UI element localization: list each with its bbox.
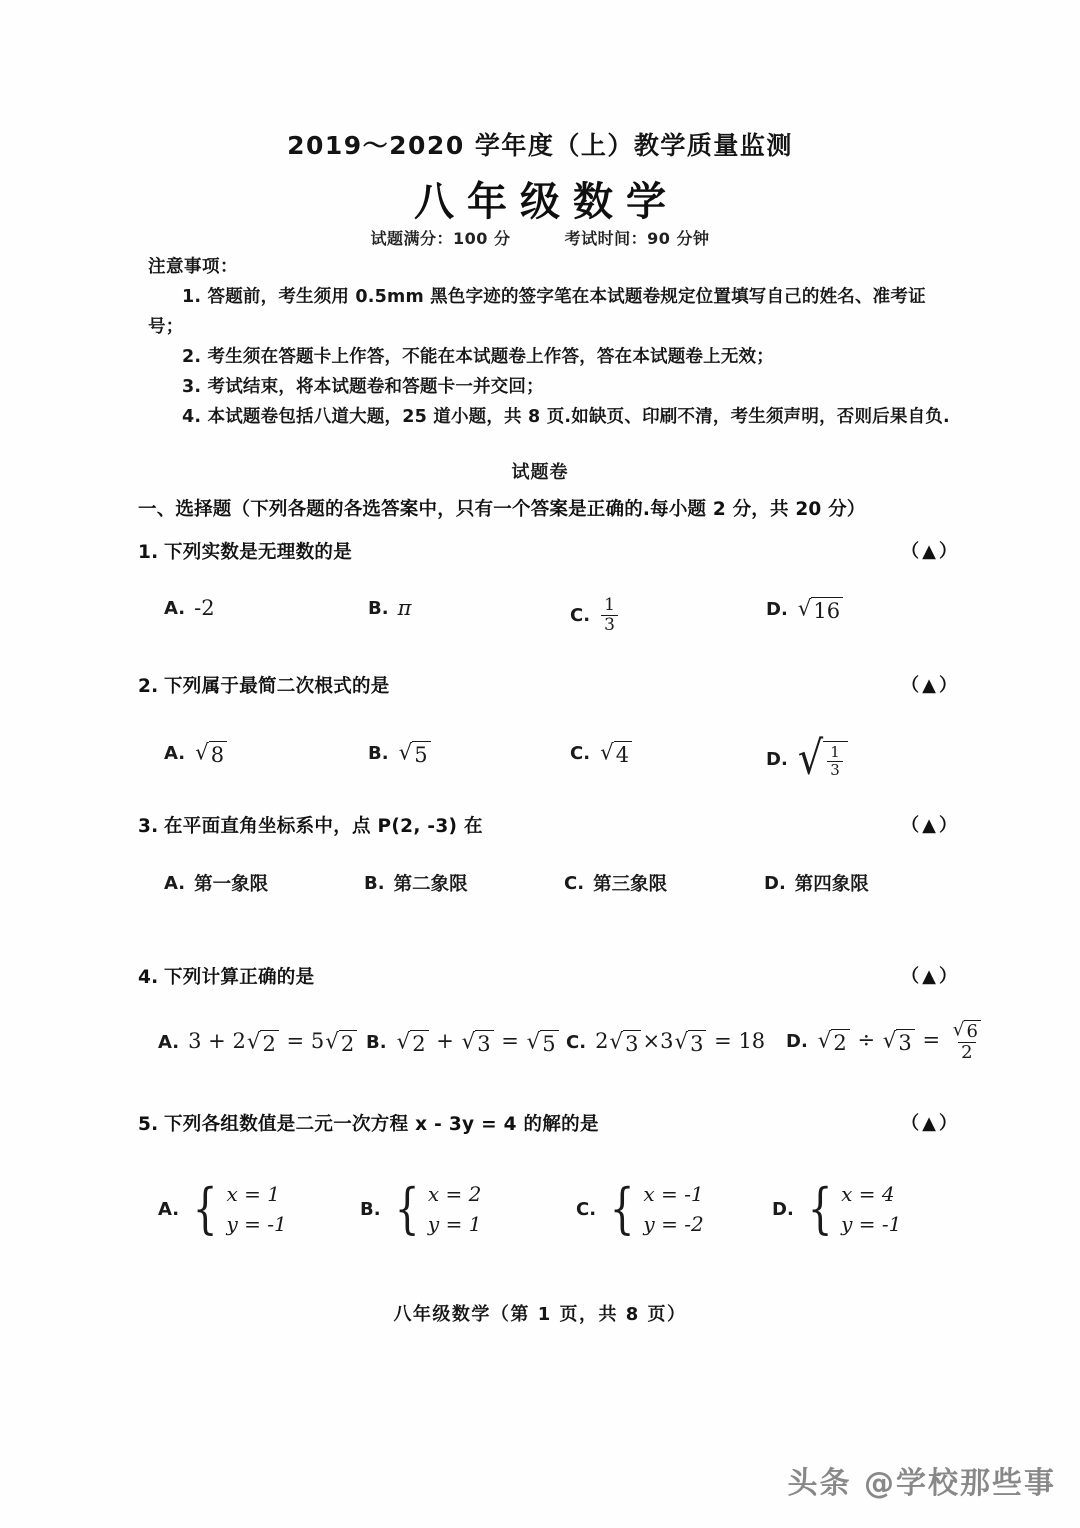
radical-2 <box>247 1029 279 1056</box>
fraction-sqrt6-over-2 <box>949 1019 985 1064</box>
question-4-options <box>138 1019 978 1081</box>
radical-sign-icon: √ <box>461 1029 476 1055</box>
expr-plus: + <box>436 1029 454 1054</box>
radicand: 16 <box>811 597 843 623</box>
fraction-one-third <box>601 596 618 635</box>
duration-label: 考试时间：90 分钟 <box>564 229 710 248</box>
option-value <box>595 1029 765 1056</box>
subject-title: 八年级数学 <box>414 179 679 225</box>
expr-equals: = <box>501 1029 519 1054</box>
question-4-number: 4. <box>138 967 159 988</box>
option-letter: C. <box>564 872 585 894</box>
question-1-option-d[interactable] <box>766 596 844 623</box>
question-3-option-b[interactable] <box>364 870 468 896</box>
option-letter: D. <box>766 599 788 621</box>
fraction-denominator: 2 <box>958 1042 975 1063</box>
option-letter: C. <box>576 1198 597 1220</box>
question-5-option-d[interactable] <box>772 1176 902 1240</box>
expr-coefficient: 2 <box>595 1029 609 1054</box>
radicand: 3 <box>475 1030 493 1056</box>
option-value: 第三象限 <box>593 874 668 895</box>
question-2-option-c[interactable] <box>570 740 633 767</box>
question-1-stem <box>138 538 968 568</box>
question-2 <box>138 672 968 792</box>
notice-item-3: 3. 考试结束，将本试题卷和答题卡一并交回； <box>182 377 544 397</box>
option-value <box>599 740 633 767</box>
option-letter: D. <box>772 1198 794 1220</box>
question-3-option-d[interactable] <box>764 870 869 896</box>
radical-16 <box>798 596 843 623</box>
section-heading: 一、选择题（下列各题的各选答案中，只有一个答案是正确的.每小题 2 分，共 20 分） <box>138 499 866 520</box>
question-2-text: 下列属于最简二次根式的是 <box>164 676 390 697</box>
question-5-option-a[interactable] <box>158 1176 287 1240</box>
system-row-x: x = 1 <box>226 1182 280 1206</box>
question-3-option-a[interactable] <box>164 870 268 896</box>
expr-divide: ÷ <box>857 1027 876 1052</box>
expr-equals: = <box>286 1029 305 1054</box>
question-5-stem <box>138 1110 968 1140</box>
question-1-options <box>138 596 968 648</box>
radicand: 5 <box>540 1030 558 1056</box>
equation-system <box>390 1176 482 1240</box>
option-letter: B. <box>368 743 389 765</box>
notice-title: 注意事项： <box>148 257 238 277</box>
option-letter: A. <box>158 1032 180 1054</box>
option-letter: C. <box>566 1032 587 1054</box>
left-brace-icon: { <box>609 1176 635 1240</box>
system-row-y: y = -1 <box>841 1212 902 1236</box>
radical-5 <box>527 1029 559 1056</box>
radicand: 2 <box>339 1030 357 1056</box>
question-4-answer-mark: （▲） <box>901 966 960 987</box>
equation-system <box>188 1176 287 1240</box>
option-value <box>797 731 849 785</box>
radical-3 <box>609 1029 641 1056</box>
paper-label: 试题卷 <box>511 462 569 483</box>
option-value <box>396 1029 560 1056</box>
option-letter: B. <box>364 872 385 894</box>
radical-6 <box>953 1019 981 1042</box>
question-4-stem <box>138 963 968 993</box>
radical-4 <box>600 740 632 767</box>
system-row-y: y = -2 <box>643 1212 704 1236</box>
question-4-option-d[interactable] <box>786 1019 987 1064</box>
question-5-text: 下列各组数值是二元一次方程 x - 3y = 4 的解的是 <box>164 1114 599 1135</box>
question-1-option-c[interactable] <box>570 596 620 635</box>
option-value <box>398 740 432 767</box>
radical-sign-icon: √ <box>526 1029 541 1055</box>
fraction-denominator: 3 <box>601 615 618 635</box>
radical-2 <box>818 1028 850 1055</box>
question-4-text: 下列计算正确的是 <box>164 967 315 988</box>
radical-sign-icon: √ <box>952 1019 965 1041</box>
system-row-x: x = 2 <box>427 1182 482 1206</box>
radical-sign-icon: √ <box>246 1029 261 1055</box>
radical-5 <box>399 740 431 767</box>
question-2-option-b[interactable] <box>368 740 432 767</box>
option-letter: C. <box>570 605 591 627</box>
question-1 <box>138 538 968 648</box>
expr-result: 18 <box>738 1029 766 1054</box>
notice-block <box>148 252 954 432</box>
radicand: 6 <box>964 1020 980 1042</box>
radicand: 8 <box>209 741 227 767</box>
full-score-label: 试题满分：100 分 <box>370 229 511 248</box>
question-4-option-c[interactable] <box>566 1029 765 1056</box>
question-1-option-a[interactable] <box>164 596 215 620</box>
radicand: 3 <box>688 1030 706 1056</box>
expr-term: 3 + <box>188 1029 226 1054</box>
option-letter: A. <box>158 1198 180 1220</box>
expr-times: × <box>642 1029 661 1054</box>
question-3-stem <box>138 812 968 842</box>
option-letter: B. <box>360 1198 381 1220</box>
left-brace-icon: { <box>192 1176 218 1240</box>
option-value <box>817 1019 987 1064</box>
question-5-options <box>138 1176 968 1272</box>
option-value: 第二象限 <box>393 874 468 895</box>
watermark: 头条 @学校那些事 <box>787 1466 1056 1501</box>
radicand: 2 <box>260 1030 278 1056</box>
question-3-answer-mark: （▲） <box>901 815 960 836</box>
radical-sign-icon: √ <box>609 1029 624 1055</box>
question-1-answer-mark: （▲） <box>901 541 960 562</box>
question-3-option-c[interactable] <box>564 870 667 896</box>
question-5 <box>138 1110 968 1272</box>
question-4-option-a[interactable] <box>158 1029 358 1056</box>
option-value: 第一象限 <box>194 874 269 895</box>
exam-meta <box>0 226 1080 249</box>
option-letter: B. <box>368 597 389 619</box>
option-value: 第四象限 <box>794 874 869 895</box>
question-2-option-a[interactable] <box>164 740 228 767</box>
radical-sign-icon: √ <box>600 740 614 766</box>
fraction-one-third <box>827 744 843 779</box>
left-brace-icon: { <box>394 1176 420 1240</box>
question-2-answer-mark: （▲） <box>901 675 960 696</box>
radical-sign-icon: √ <box>797 596 812 622</box>
question-2-number: 2. <box>138 676 159 697</box>
fraction-numerator: 1 <box>830 743 840 762</box>
question-5-number: 5. <box>138 1114 159 1135</box>
radical-3 <box>883 1028 915 1055</box>
expr-coefficient: 2 <box>232 1029 246 1054</box>
option-value: π <box>397 596 412 620</box>
radicand: 5 <box>412 741 430 767</box>
option-letter: D. <box>786 1030 808 1052</box>
expr-equals: = <box>714 1029 732 1054</box>
radicand: 3 <box>896 1029 914 1055</box>
question-2-option-d[interactable] <box>766 731 849 785</box>
radicand: 2 <box>831 1029 849 1055</box>
question-3 <box>138 812 968 922</box>
question-4 <box>138 963 978 1081</box>
option-letter: D. <box>766 749 788 771</box>
radical-sign-icon: √ <box>797 731 824 785</box>
fraction-numerator: 1 <box>604 595 615 615</box>
radical-sign-icon: √ <box>398 740 413 766</box>
notice-item-2: 2. 考生须在答题卡上作答，不能在本试题卷上作答，答在本试题卷上无效； <box>182 347 774 367</box>
expr-equals: = <box>922 1027 941 1052</box>
radical-sign-icon: √ <box>396 1029 411 1055</box>
page-footer: 八年级数学（第 1 页，共 8 页） <box>393 1304 687 1325</box>
question-1-option-b[interactable] <box>368 596 411 620</box>
notice-item-4: 4. 本试题卷包括八道大题，25 道小题，共 8 页.如缺页、印刷不清，考生须声明，否则后果自负. <box>182 407 950 427</box>
fraction-numerator <box>949 1019 985 1042</box>
expr-coefficient: 5 <box>310 1029 325 1054</box>
equation-system <box>803 1176 902 1240</box>
option-value: -2 <box>194 596 215 620</box>
system-row-y: y = -1 <box>226 1212 287 1236</box>
radical-2 <box>325 1029 357 1056</box>
option-value <box>599 596 620 635</box>
question-5-option-b[interactable] <box>360 1176 482 1240</box>
equation-system <box>605 1176 704 1240</box>
question-2-options <box>138 731 968 792</box>
fraction-denominator: 3 <box>827 761 843 779</box>
system-row-x: x = -1 <box>643 1182 704 1206</box>
radical-one-third <box>797 731 848 785</box>
question-4-option-b[interactable] <box>366 1029 560 1056</box>
notice-item-1: 1. 答题前，考生须用 0.5mm 黑色字迹的签字笔在本试题卷规定位置填写自己的姓名、准考证号； <box>148 287 926 337</box>
system-row-x: x = 4 <box>841 1182 895 1206</box>
question-5-answer-mark: （▲） <box>901 1113 960 1134</box>
question-3-text: 在平面直角坐标系中，点 P(2, -3) 在 <box>164 816 483 837</box>
radical-sign-icon: √ <box>882 1028 897 1054</box>
radicand: 3 <box>623 1030 641 1056</box>
option-letter: A. <box>164 743 186 765</box>
question-2-stem <box>138 672 968 702</box>
radical-8 <box>195 740 227 767</box>
option-letter: A. <box>164 872 186 894</box>
system-row-y: y = 1 <box>427 1212 482 1236</box>
radical-sign-icon: √ <box>195 740 209 766</box>
radical-3 <box>462 1029 494 1056</box>
radical-2 <box>397 1029 429 1056</box>
question-3-options <box>138 870 968 922</box>
radicand: 4 <box>614 741 632 767</box>
left-brace-icon: { <box>807 1176 833 1240</box>
radical-sign-icon: √ <box>674 1029 689 1055</box>
option-letter: B. <box>366 1032 387 1054</box>
question-3-number: 3. <box>138 816 159 837</box>
radicand: 2 <box>410 1030 428 1056</box>
question-1-text: 下列实数是无理数的是 <box>164 542 353 563</box>
question-5-option-c[interactable] <box>576 1176 704 1240</box>
option-value <box>188 1029 358 1056</box>
option-value <box>797 596 844 623</box>
option-letter: C. <box>570 743 591 765</box>
page-title: 2019～2020 学年度（上）教学质量监测 <box>287 131 793 160</box>
question-1-number: 1. <box>138 542 159 563</box>
radical-3 <box>674 1029 706 1056</box>
option-value <box>194 740 228 767</box>
option-letter: A. <box>164 597 186 619</box>
radical-sign-icon: √ <box>817 1028 832 1054</box>
expr-coefficient: 3 <box>660 1029 674 1054</box>
option-letter: D. <box>764 872 786 894</box>
radical-sign-icon: √ <box>325 1029 339 1055</box>
